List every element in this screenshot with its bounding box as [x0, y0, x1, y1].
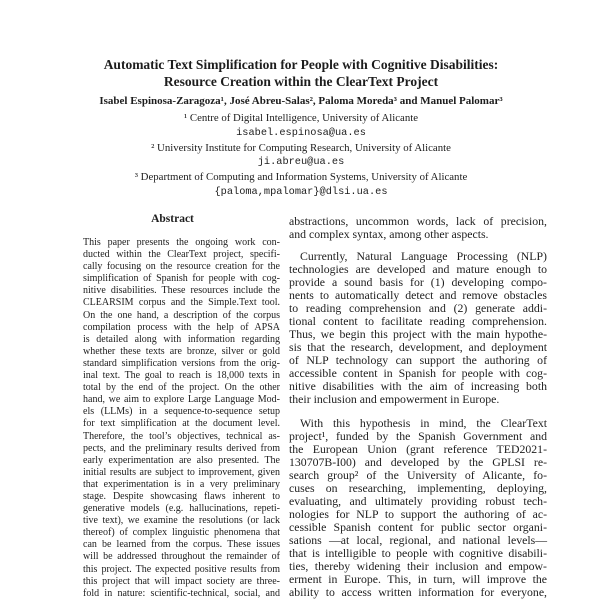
text-line: total by the end of the project. On the other	[83, 382, 280, 394]
paper-title-line-1: Automatic Text Simplification for People with Cognitive Disabilities:	[103, 57, 499, 72]
body-paragraph-1	[289, 215, 547, 241]
text-line: abstractions, uncommon words, lack of precision,	[289, 214, 547, 228]
body-paragraph-3	[289, 417, 547, 599]
text-line: that experimentation is in a very preliminary	[83, 478, 280, 490]
text-line: standard simplification versions from the orig-	[83, 357, 280, 369]
text-line: can be learned from the corpus. These issues	[83, 539, 280, 551]
affiliation-3: ³ Department of Computing and Information Systems, University of Alicante	[134, 171, 468, 184]
body-paragraph-2	[289, 250, 547, 406]
text-line: early experimentation are also presented. The	[83, 454, 280, 466]
text-line: thereof) of complex linguistic phenomena that	[83, 527, 280, 539]
text-line: of NLP technology can support the authoring of	[289, 353, 547, 367]
text-line: is detailed along with information regarding	[83, 333, 280, 345]
text-line: 130707B-I00) and developed by the GPLSI re-	[289, 455, 547, 469]
text-line: the European Union (grant reference TED2021-	[289, 442, 547, 456]
abstract-paragraph	[83, 237, 280, 600]
text-line: search group² of the University of Alicante, fo-	[289, 468, 547, 482]
text-line: fold in nature: scientific-technical, social, and	[83, 587, 280, 599]
text-line: CLEARSIM corpus and the Simple.Text tool.	[83, 297, 280, 309]
text-line: will be addressed throughout the remainder of	[83, 551, 280, 563]
text-line: nitive disabilities with the aim of increasing both	[289, 379, 547, 393]
text-line: and complex syntax, among other aspects.	[289, 227, 489, 241]
body-column	[289, 215, 547, 599]
text-line: stage. Despite showcasing flaws inherent to	[83, 490, 280, 502]
text-line: inal text. The goal to reach is 18,000 texts in	[83, 370, 280, 382]
text-line: accessible content in Spanish for people with cog-	[289, 366, 547, 380]
text-line: their inclusion and empowerment in Europe.	[289, 392, 500, 406]
text-line: evaluating, and ultimately providing robust tech-	[289, 494, 547, 508]
text-line: that is intelligible to people with cognitive disabili-	[289, 546, 547, 560]
text-line: ducted within the ClearText project, specifi-	[83, 249, 280, 261]
text-line: project¹, funded by the Spanish Government and	[289, 429, 547, 443]
text-line: Thus, we begin this project with the main hypothe-	[289, 327, 547, 341]
text-line: tive text), we examine the resolutions (or lack	[83, 515, 280, 527]
paper-title-line-2: Resource Creation within the ClearText Project	[163, 74, 439, 89]
text-line: for text simplification at the document level.	[83, 418, 280, 430]
text-line: hand, we aim to explore Large Language Mod-	[83, 394, 280, 406]
text-line: With this hypothesis in mind, the ClearText	[300, 416, 547, 430]
text-line: this project. The expected positive results from	[83, 563, 280, 575]
text-line: cally focusing on the resource creation for the	[83, 261, 280, 273]
text-line: On the one hand, a description of the corpus	[83, 309, 280, 321]
text-line: initial results are subject to improvement, given	[83, 466, 280, 478]
text-line: els (LLMs) in a sequence-to-sequence setup	[83, 406, 280, 418]
text-line: Therefore, the tool’s objectives, technical as-	[83, 430, 280, 442]
affiliation-2: ² University Institute for Computing Research, University of Alicante	[151, 141, 451, 154]
text-line: sations —at local, regional, and national levels—	[289, 533, 547, 547]
email-address-3: {paloma,mpalomar}@dlsi.ua.es	[214, 185, 388, 198]
text-line: erment in Europe. This, in turn, will improve the	[289, 572, 547, 586]
text-line: This paper presents the ongoing work con-	[83, 237, 280, 248]
paper-header	[54, 56, 548, 200]
author-line: Isabel Espinosa-Zaragoza¹, José Abreu-Salas², Paloma Moreda³ and Manuel Palomar³	[99, 95, 503, 107]
text-line: technologies are developed and mature enough to	[289, 262, 547, 276]
text-line: generative models (e.g. hallucinations, repeti-	[83, 503, 280, 515]
text-line: nologies for NLP to support the authoring of ac-	[289, 507, 547, 521]
text-line: whether these texts are bronze, silver or gold	[83, 345, 280, 357]
text-line: ties, thereby widening their inclusion and empow-	[289, 559, 547, 573]
text-line: simplification of Spanish for people with cog-	[83, 273, 280, 285]
text-line: ability to access written information for everyone,	[289, 585, 547, 599]
affiliation-1: ¹ Centre of Digital Intelligence, University of Alicante	[183, 112, 419, 124]
email-address-2: ji.abreu@ua.es	[257, 156, 345, 169]
text-line: nitive disabilities. These resources include the	[83, 285, 280, 297]
abstract-heading: Abstract	[151, 213, 194, 225]
text-line: to reading comprehension and (2) generate addi-	[289, 301, 547, 315]
text-line: Currently, Natural Language Processing (NLP)	[300, 249, 547, 263]
text-line: pects, and the preliminary results derived from	[83, 442, 280, 454]
email-address-1: isabel.espinosa@ua.es	[236, 126, 366, 139]
text-line: cuses on researching, implementing, deploying,	[289, 481, 547, 495]
abstract-column	[83, 213, 280, 600]
text-line: this project that will impact society are three-	[83, 575, 280, 587]
text-line: provide a sound basis for (1) developing compo-	[289, 275, 547, 289]
text-line: nents to automatically detect and remove obstacles	[289, 288, 547, 302]
text-line: tional content to facilitate reading comprehension.	[289, 314, 547, 328]
text-line: cessible Spanish content for public sector organi-	[289, 520, 547, 534]
affiliations-block	[54, 111, 548, 200]
text-line: sis that the research, development, and deployment	[289, 340, 547, 354]
text-line: compilation process with the help of APSA	[83, 321, 280, 333]
